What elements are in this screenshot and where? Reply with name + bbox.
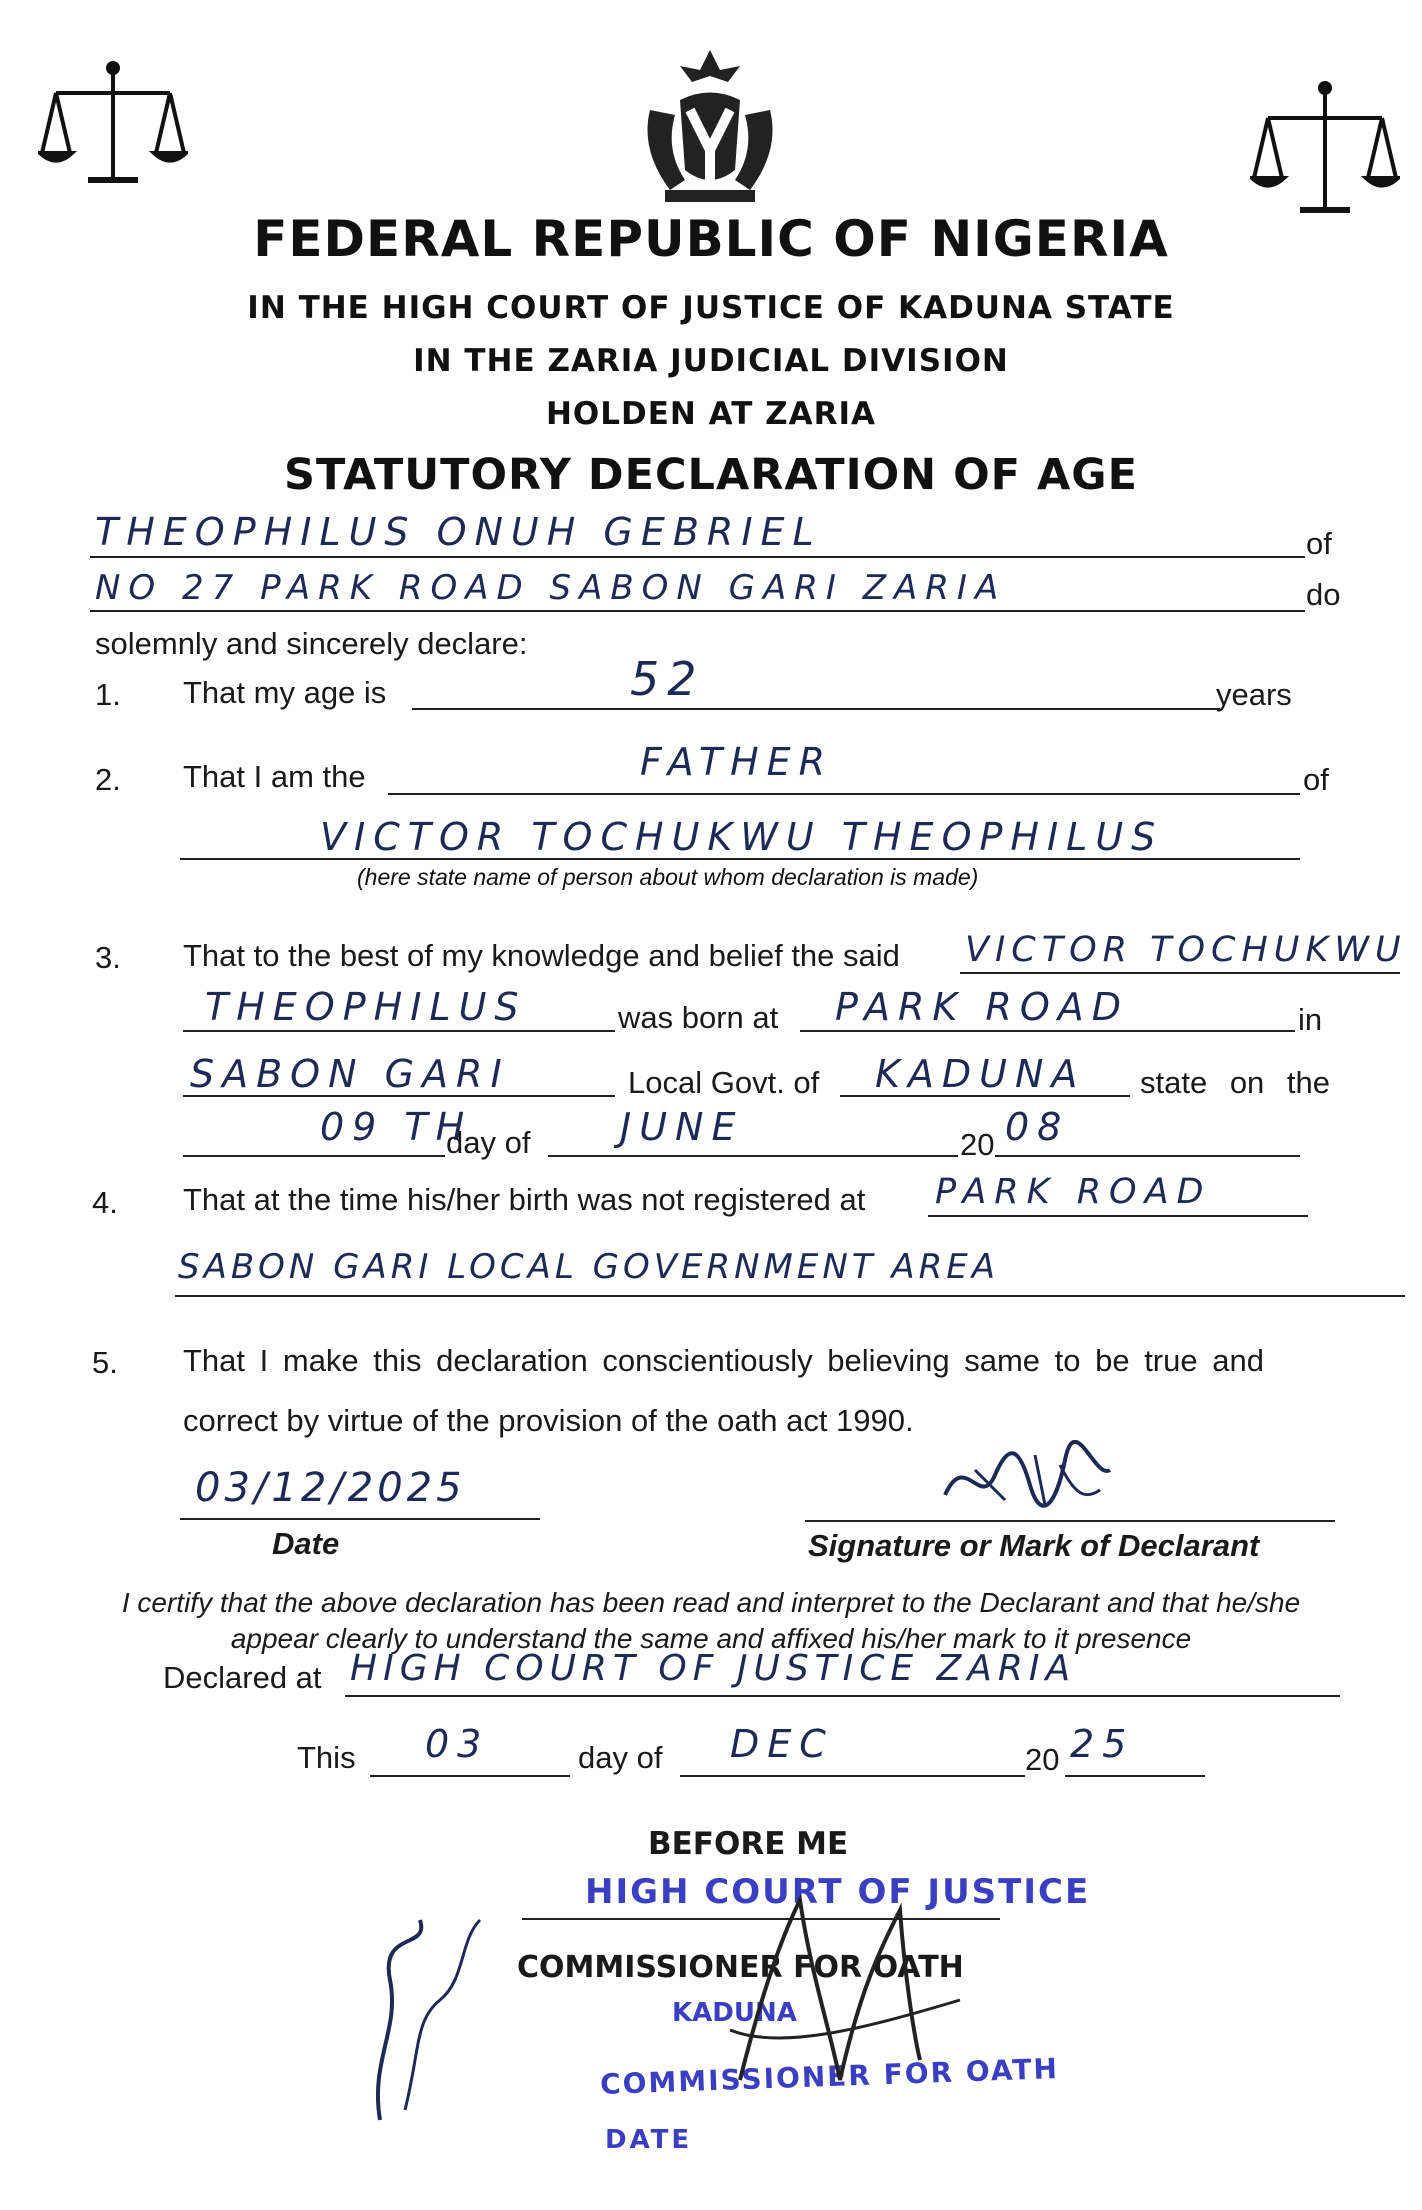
date-label: Date bbox=[272, 1526, 340, 1561]
declare-intro: solemnly and sincerely declare: bbox=[95, 626, 528, 661]
birth-day: 09 TH bbox=[320, 1105, 473, 1149]
declarant-address-line bbox=[90, 610, 1305, 612]
document-title: STATUTORY DECLARATION OF AGE bbox=[284, 450, 1138, 500]
scales-of-justice-right-icon bbox=[1250, 78, 1400, 228]
this-day-of-label: day of bbox=[578, 1740, 663, 1775]
birth-year-line bbox=[995, 1155, 1300, 1157]
age-label: That my age is bbox=[183, 675, 387, 710]
birth-month-line bbox=[548, 1155, 958, 1157]
birth-year-prefix: 20 bbox=[960, 1127, 995, 1162]
subject-name: VICTOR TOCHUKWU THEOPHILUS bbox=[320, 815, 1164, 859]
this-month: DEC bbox=[730, 1722, 834, 1766]
before-me-label: BEFORE ME bbox=[648, 1826, 849, 1862]
declared-place: HIGH COURT OF JUSTICE ZARIA bbox=[350, 1648, 1077, 1689]
belief-label: That to the best of my knowledge and belief the said bbox=[183, 938, 900, 973]
registration-area: SABON GARI LOCAL GOVERNMENT AREA bbox=[178, 1247, 999, 1287]
conscience-line-2: correct by virtue of the provision of the oath act 1990. bbox=[183, 1403, 914, 1438]
declarant-signature-icon bbox=[935, 1440, 1115, 1520]
conscience-line-1: That I make this declaration conscientiously believing same to be true and bbox=[183, 1343, 1264, 1378]
registration-place-line bbox=[928, 1215, 1308, 1217]
stamp-date-text: DATE bbox=[605, 2125, 693, 2155]
this-day-line bbox=[370, 1775, 570, 1777]
lga-value: SABON GARI bbox=[190, 1052, 510, 1096]
relation-of-label: of bbox=[1303, 762, 1329, 797]
declared-place-line bbox=[345, 1695, 1340, 1697]
not-registered-label: That at the time his/her birth was not registered at bbox=[183, 1182, 866, 1217]
holden-heading: HOLDEN AT ZARIA bbox=[545, 396, 877, 432]
item-number-2: 2. bbox=[95, 762, 121, 797]
age-line bbox=[412, 708, 1220, 710]
item-number-1: 1. bbox=[95, 677, 121, 712]
relation-value: FATHER bbox=[640, 740, 834, 784]
this-year-line bbox=[1065, 1775, 1205, 1777]
republic-heading: FEDERAL REPUBLIC OF NIGERIA bbox=[253, 210, 1169, 268]
item-number-3: 3. bbox=[95, 940, 121, 975]
this-year-prefix: 20 bbox=[1025, 1742, 1060, 1777]
signature-label: Signature or Mark of Declarant bbox=[808, 1528, 1260, 1563]
years-label: years bbox=[1216, 677, 1292, 712]
of-label: of bbox=[1306, 526, 1332, 561]
declarant-address: NO 27 PARK ROAD SABON GARI ZARIA bbox=[95, 568, 1007, 608]
court-heading: IN THE HIGH COURT OF JUSTICE OF KADUNA STATE bbox=[247, 290, 1175, 326]
item-number-4: 4. bbox=[92, 1185, 118, 1220]
relation-label: That I am the bbox=[183, 759, 366, 794]
subject-name-line bbox=[180, 858, 1300, 860]
state-label: state on the bbox=[1140, 1065, 1331, 1100]
declared-at-label: Declared at bbox=[163, 1660, 322, 1695]
declarant-name: THEOPHILUS ONUH GEBRIEL bbox=[95, 510, 822, 554]
stamp-commissioner-text: COMMISSIONER FOR OATH bbox=[599, 2052, 1060, 2101]
commissioner-label: COMMISSIONER FOR OATH bbox=[517, 1950, 964, 1985]
this-month-line bbox=[680, 1775, 1025, 1777]
declarant-name-line bbox=[90, 556, 1305, 558]
this-day: 03 bbox=[425, 1722, 490, 1766]
subject-first-line bbox=[960, 972, 1400, 974]
division-heading: IN THE ZARIA JUDICIAL DIVISION bbox=[413, 343, 1009, 379]
in-label: in bbox=[1298, 1002, 1323, 1037]
birth-day-line bbox=[183, 1155, 445, 1157]
registration-area-line bbox=[175, 1295, 1405, 1297]
relation-line bbox=[388, 793, 1300, 795]
this-year: 25 bbox=[1070, 1722, 1135, 1766]
commissioner-signature-icon bbox=[360, 1880, 1010, 2130]
birth-month: JUNE bbox=[620, 1105, 744, 1149]
certify-line-1: I certify that the above declaration has been read and interpret to the Declarant and that he/she bbox=[121, 1587, 1301, 1618]
state-line bbox=[840, 1095, 1130, 1097]
do-label: do bbox=[1306, 577, 1341, 612]
signature-line bbox=[805, 1520, 1335, 1522]
born-label: was born at bbox=[618, 1000, 779, 1035]
subject-surname: THEOPHILUS bbox=[205, 985, 527, 1029]
birth-place: PARK ROAD bbox=[835, 985, 1129, 1029]
item-number-5: 5. bbox=[92, 1345, 118, 1380]
coat-of-arms-icon bbox=[620, 40, 800, 220]
stamp-state-text: KADUNA bbox=[672, 1998, 797, 2028]
declaration-date: 03/12/2025 bbox=[195, 1465, 466, 1511]
subject-first-names: VICTOR TOCHUKWU bbox=[965, 930, 1407, 970]
scales-of-justice-left-icon bbox=[38, 58, 188, 198]
certify-line-2: appear clearly to understand the same and affixed his/her mark to it presence bbox=[230, 1623, 1192, 1654]
registration-place: PARK ROAD bbox=[935, 1172, 1212, 1212]
subject-note: (here state name of person about whom declaration is made) bbox=[357, 864, 979, 890]
subject-surname-line bbox=[183, 1030, 615, 1032]
day-of-label: day of bbox=[446, 1125, 531, 1160]
age-value: 52 bbox=[630, 652, 705, 706]
lga-line bbox=[183, 1095, 615, 1097]
this-label: This bbox=[297, 1740, 356, 1775]
state-value: KADUNA bbox=[875, 1052, 1086, 1096]
birth-year: 08 bbox=[1005, 1105, 1070, 1149]
date-line bbox=[180, 1518, 540, 1520]
birth-place-line bbox=[800, 1030, 1295, 1032]
stamp-court-text: HIGH COURT OF JUSTICE bbox=[585, 1872, 1091, 1912]
lga-label: Local Govt. of bbox=[628, 1065, 820, 1100]
